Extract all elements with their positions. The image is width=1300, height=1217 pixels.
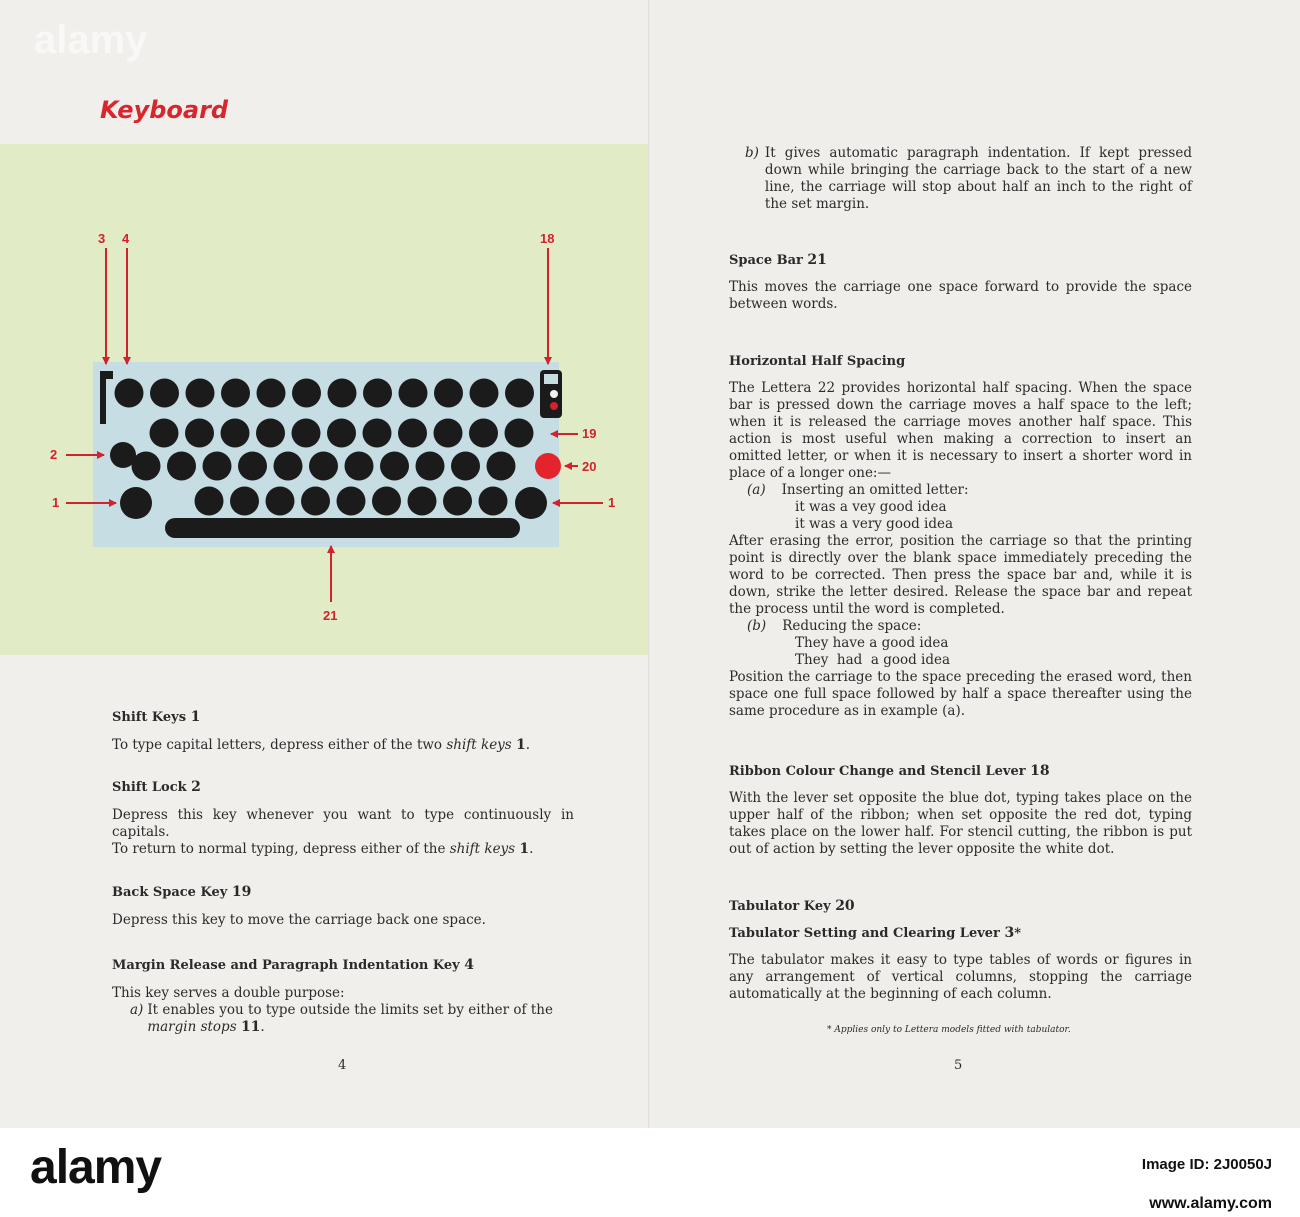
label-21: 21 — [323, 608, 338, 623]
key-number: 19 — [231, 884, 252, 900]
tabulator-key — [535, 453, 561, 479]
paragraph-text: It enables you to type outside the limits set by either of the — [147, 1002, 553, 1018]
punctuation: . — [529, 841, 534, 857]
punctuation: . — [525, 737, 531, 753]
key — [443, 487, 472, 516]
label-3: 3 — [98, 231, 106, 246]
key-number: 18 — [1030, 763, 1050, 779]
key-number: 20 — [835, 898, 855, 914]
key — [150, 419, 179, 448]
punctuation: . — [260, 1019, 265, 1035]
section-heading: Space Bar — [729, 253, 803, 268]
section-heading: Margin Release and Paragraph Indentation Key — [112, 958, 460, 973]
key — [515, 487, 547, 519]
key-number: 3 — [1004, 925, 1015, 941]
paragraph-text: It gives automatic paragraph indentation. If kept pressed down while bringing the carriage back to the start of a new line, the carriage will stop about half an inch to the right of the set margin. — [764, 145, 1192, 212]
paragraph-text: Reducing the space: — [782, 618, 922, 634]
indentation-paragraph — [745, 145, 1192, 213]
paragraph-text: Position the carriage to the space preceding the erased word, then space one full space followed by half a space thereafter using the same procedure as in example (a). — [729, 669, 1192, 719]
key — [505, 419, 534, 448]
key-number: 1 — [516, 737, 526, 753]
list-label: b) — [745, 145, 759, 161]
key — [451, 452, 480, 481]
space-bar-section — [729, 252, 1192, 313]
key — [328, 379, 357, 408]
section-heading: Horizontal Half Spacing — [729, 354, 906, 369]
key — [274, 452, 303, 481]
paragraph-text: Depress this key whenever you want to type continuously in capitals. — [112, 807, 574, 840]
shift-lock-section — [112, 779, 574, 858]
label-20: 20 — [582, 459, 597, 474]
space-bar — [165, 518, 520, 538]
paragraph-text: With the lever set opposite the blue dot, typing takes place on the upper half of the ribbon; when set opposite the red dot, typing takes place on the lower half. For stencil cutting, the ribbon is put out of action by setting the lever opposite the white dot. — [729, 790, 1192, 857]
paragraph-text: The Lettera 22 provides horizontal half spacing. When the space bar is pressed down the carriage moves a half space to the left; when it is released the carriage moves another half space. This action is most useful when making a correction to insert an omitted letter, or when it is necessary to insert a shorter word in place of a longer one:— — [729, 380, 1192, 481]
key — [434, 419, 463, 448]
key — [380, 452, 409, 481]
label-1-right: 1 — [608, 495, 616, 510]
key-number: 1 — [190, 709, 201, 725]
half-spacing-section — [729, 353, 1192, 720]
key — [327, 419, 356, 448]
key — [257, 379, 286, 408]
key-number: 11 — [240, 1019, 261, 1035]
key — [434, 379, 463, 408]
key — [203, 452, 232, 481]
key — [150, 379, 179, 408]
key — [221, 379, 250, 408]
key — [337, 487, 366, 516]
paragraph-text: To return to normal typing, depress either of the — [112, 841, 450, 857]
key — [256, 419, 285, 448]
label-1-left: 1 — [52, 495, 60, 510]
key — [505, 379, 534, 408]
right-page — [651, 0, 1300, 1128]
example-text: it was a very good idea — [795, 516, 954, 532]
ribbon-lever — [540, 370, 562, 418]
key — [120, 487, 152, 519]
paragraph-text: Depress this key to move the carriage back one space. — [112, 912, 486, 928]
key — [185, 419, 214, 448]
key — [292, 419, 321, 448]
section-heading: Ribbon Colour Change and Stencil Lever — [729, 764, 1026, 779]
list-label: a) — [130, 1002, 144, 1018]
italic-text: margin stops — [147, 1019, 237, 1035]
italic-text: shift keys — [446, 737, 512, 753]
section-heading: Tabulator Setting and Clearing Lever — [729, 926, 1000, 941]
key — [221, 419, 250, 448]
section-heading: Tabulator Key — [729, 899, 831, 914]
key-number: 4 — [464, 957, 475, 973]
page-number: 5 — [954, 1058, 963, 1073]
section-heading: Back Space Key — [112, 885, 228, 900]
footer-bar — [0, 1128, 1300, 1217]
shift-keys-section — [112, 709, 574, 754]
label-2: 2 — [50, 447, 58, 462]
key — [301, 487, 330, 516]
alamy-logo: alamy — [30, 1141, 162, 1194]
italic-text: shift keys — [449, 841, 516, 857]
key — [363, 419, 392, 448]
key — [230, 487, 259, 516]
page-number: 4 — [338, 1058, 347, 1073]
label-4: 4 — [122, 231, 130, 246]
key — [398, 419, 427, 448]
key — [115, 379, 144, 408]
example-text: it was a vey good idea — [795, 499, 947, 515]
key-number: 2 — [191, 779, 201, 795]
paragraph-text: After erasing the error, position the carriage so that the printing point is directly over the blank space immediately preceding the word to be corrected. Then press the space bar and, while it is down, strike the letter desired. Release the space bar and repeat the process until the word is completed. — [729, 533, 1192, 617]
paragraph-text: To type capital letters, depress either of the two — [112, 737, 447, 753]
key — [186, 379, 215, 408]
list-label: (a) — [747, 482, 766, 498]
margin-release-section — [112, 957, 574, 1036]
key — [266, 487, 295, 516]
paragraph-text: This key serves a double purpose: — [112, 985, 345, 1001]
key-number: 21 — [807, 252, 827, 268]
key — [487, 452, 516, 481]
key — [470, 379, 499, 408]
watermark-text: alamy — [34, 18, 148, 62]
section-heading: Shift Lock — [112, 780, 187, 795]
label-18: 18 — [540, 231, 555, 246]
key — [399, 379, 428, 408]
tabulator-section — [729, 898, 1192, 1003]
footer-meta — [1002, 1128, 1272, 1213]
key — [372, 487, 401, 516]
key — [167, 452, 196, 481]
image-id: Image ID: 2J0050J — [1141, 1156, 1272, 1173]
key — [479, 487, 508, 516]
section-title: Keyboard — [100, 96, 229, 124]
key — [195, 487, 224, 516]
back-space-section — [112, 884, 574, 929]
label-19: 19 — [582, 426, 597, 441]
example-text: They had a good idea — [795, 652, 951, 668]
key — [110, 442, 136, 468]
paragraph-text: This moves the carriage one space forward to provide the space between words. — [729, 279, 1192, 312]
list-label: (b) — [747, 618, 767, 634]
key-number: 1 — [519, 841, 530, 857]
footnote-marker: * — [1014, 926, 1021, 941]
ribbon-section — [729, 763, 1192, 858]
key — [238, 452, 267, 481]
site-url: www.alamy.com — [1149, 1195, 1272, 1212]
paragraph-text: The tabulator makes it easy to type tables of words or figures in any arrangement of vertical columns, stopping the carriage automatically at the beginning of each column. — [729, 952, 1192, 1002]
key — [292, 379, 321, 408]
example-text: They have a good idea — [795, 635, 949, 651]
key — [416, 452, 445, 481]
key — [469, 419, 498, 448]
keyboard-diagram — [0, 144, 651, 655]
key — [408, 487, 437, 516]
key — [309, 452, 338, 481]
key — [363, 379, 392, 408]
footnote: * Applies only to Lettera models fitted with tabulator. — [827, 1025, 1071, 1035]
paragraph-text: Inserting an omitted letter: — [781, 482, 969, 498]
left-page — [0, 0, 651, 1128]
key — [345, 452, 374, 481]
section-heading: Shift Keys — [112, 710, 187, 725]
